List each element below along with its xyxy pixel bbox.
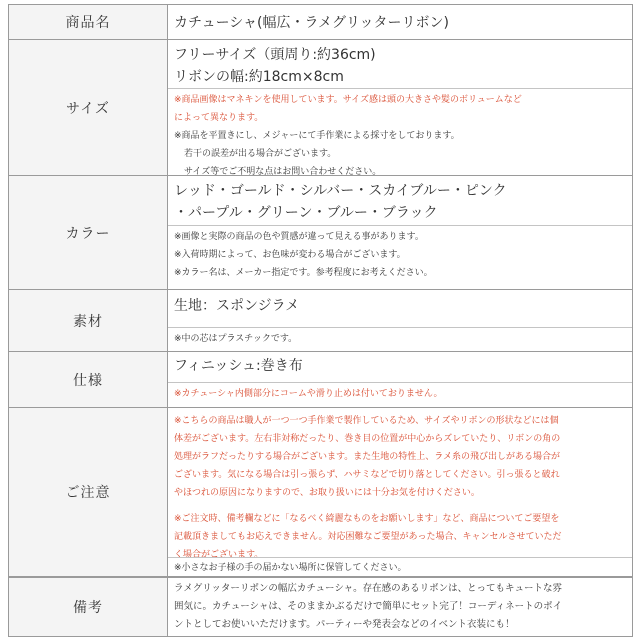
caution-note: 体差がございます。左右非対称だったり、巻き目の位置が中心からズレていたり、リボンの角の [174,434,561,444]
row-body-size [168,40,633,175]
row-body-caution [168,408,633,576]
color-note: ※入荷時期によって、お色味が変わる場合がございます。 [174,250,406,260]
row-header-material: 素材 [9,290,168,351]
material-notes [168,327,632,350]
size-note: 若干の誤差が出る場合がございます。 [184,149,337,159]
material-line: 生地：スポンジラメ [174,298,300,314]
row-body-caution-extra [168,557,633,577]
row-color [9,176,633,290]
row-product-name [9,5,633,40]
color-note: ※画像と実際の商品の色や質感が違って見える事があります。 [174,232,424,242]
row-caution-extra [9,557,633,578]
row-header-size: サイズ [9,40,168,175]
remarks-text [168,578,632,636]
row-caution [9,408,633,577]
row-body-color [168,176,633,289]
caution-note: 記載頂きましてもお応えできません。対応困難なご要望があった場合、キャンセルさせていただ [174,532,562,542]
caution-spacer [174,502,626,510]
spec-note: ※カチューシャ内側部分にコームや滑り止めは付いておりません。 [174,389,443,399]
caution-note: ※小さなお子様の手の届かない場所に保管してください。 [174,563,407,573]
size-line: フリーサイズ（頭周り:約36cm) [174,47,376,63]
color-note: ※カラー名は、メーカー指定です。参考程度にお考えください。 [174,268,433,278]
size-main [168,40,632,88]
caution-notes [168,408,632,566]
row-header-spec: 仕様 [9,352,168,407]
caution-note: く場合がございます。 [174,550,264,560]
row-remarks [9,578,633,637]
row-body-remarks [168,578,633,636]
material-main [168,290,632,327]
size-note: ※商品を平置きにし、メジャーにて手作業による採寸をしております。 [174,131,460,141]
spec-notes [168,382,632,405]
color-main [168,176,632,225]
spec-line: フィニッシュ:巻き布 [174,358,303,374]
size-note: ※商品画像はマネキンを使用しています。サイズ感は頭の大きさや髪のボリュームなど [174,95,522,105]
size-note: サイズ等でご不明な点はお問い合わせください。 [184,167,382,177]
remarks-line: ントとしてお使いいただけます。パーティーや発表会などのイベント衣装にも！ [174,619,515,630]
row-body-spec [168,352,633,407]
size-notes [168,88,632,183]
row-header-remarks: 備考 [9,578,168,636]
size-note: によって異なります。 [174,113,264,123]
caution-note: ※こちらの商品は職人が一つ一つ手作業で製作しているため、サイズやリボンの形状などには個 [174,416,559,426]
remarks-line: 囲気に。カチューシャは、そのままかぶるだけで簡単にセット完了！コーディネートのポイ [174,601,563,612]
remarks-line: ラメグリッターリボンの幅広カチューシャ。存在感のあるリボンは、とってもキュートな雰 [174,583,562,594]
spec-main [168,352,632,382]
row-material [9,290,633,352]
row-header-caution: ご注意 [9,408,168,576]
caution-note: ございます。気になる場合は引っ張らず、ハサミなどで切り落としてください。引っ張ると破れ [174,470,560,480]
caution-extra-blank [9,557,168,577]
material-note: ※中の芯はプラスチックです。 [174,334,298,344]
product-name-value: カチューシャ(幅広・ラメグリッターリボン) [174,15,449,31]
row-header-product-name: 商品名 [9,5,168,39]
row-body-product-name [168,5,633,39]
row-spec [9,352,633,408]
row-body-material [168,290,633,351]
row-size [9,40,633,176]
size-line: リボンの幅:約18cm×8cm [174,69,344,85]
caution-note: 処理がラフだったりする場合がございます。また生地の特性上、ラメ糸の飛び出しがある場合が [174,452,561,462]
color-line: ・パープル・グリーン・ブルー・ブラック [174,205,438,221]
caution-note: ※ご注文時、備考欄などに「なるべく綺麗なものをお願いします」など、商品についてご要望を [174,514,560,524]
caution-extra-notes [168,557,632,579]
caution-note: やほつれの原因になりますので、お取り扱いには十分お気を付けください。 [174,488,480,498]
color-notes [168,225,632,284]
product-spec-table [8,4,633,637]
row-header-color: カラー [9,176,168,289]
color-line: レッド・ゴールド・シルバー・スカイブルー・ピンク [174,183,507,199]
